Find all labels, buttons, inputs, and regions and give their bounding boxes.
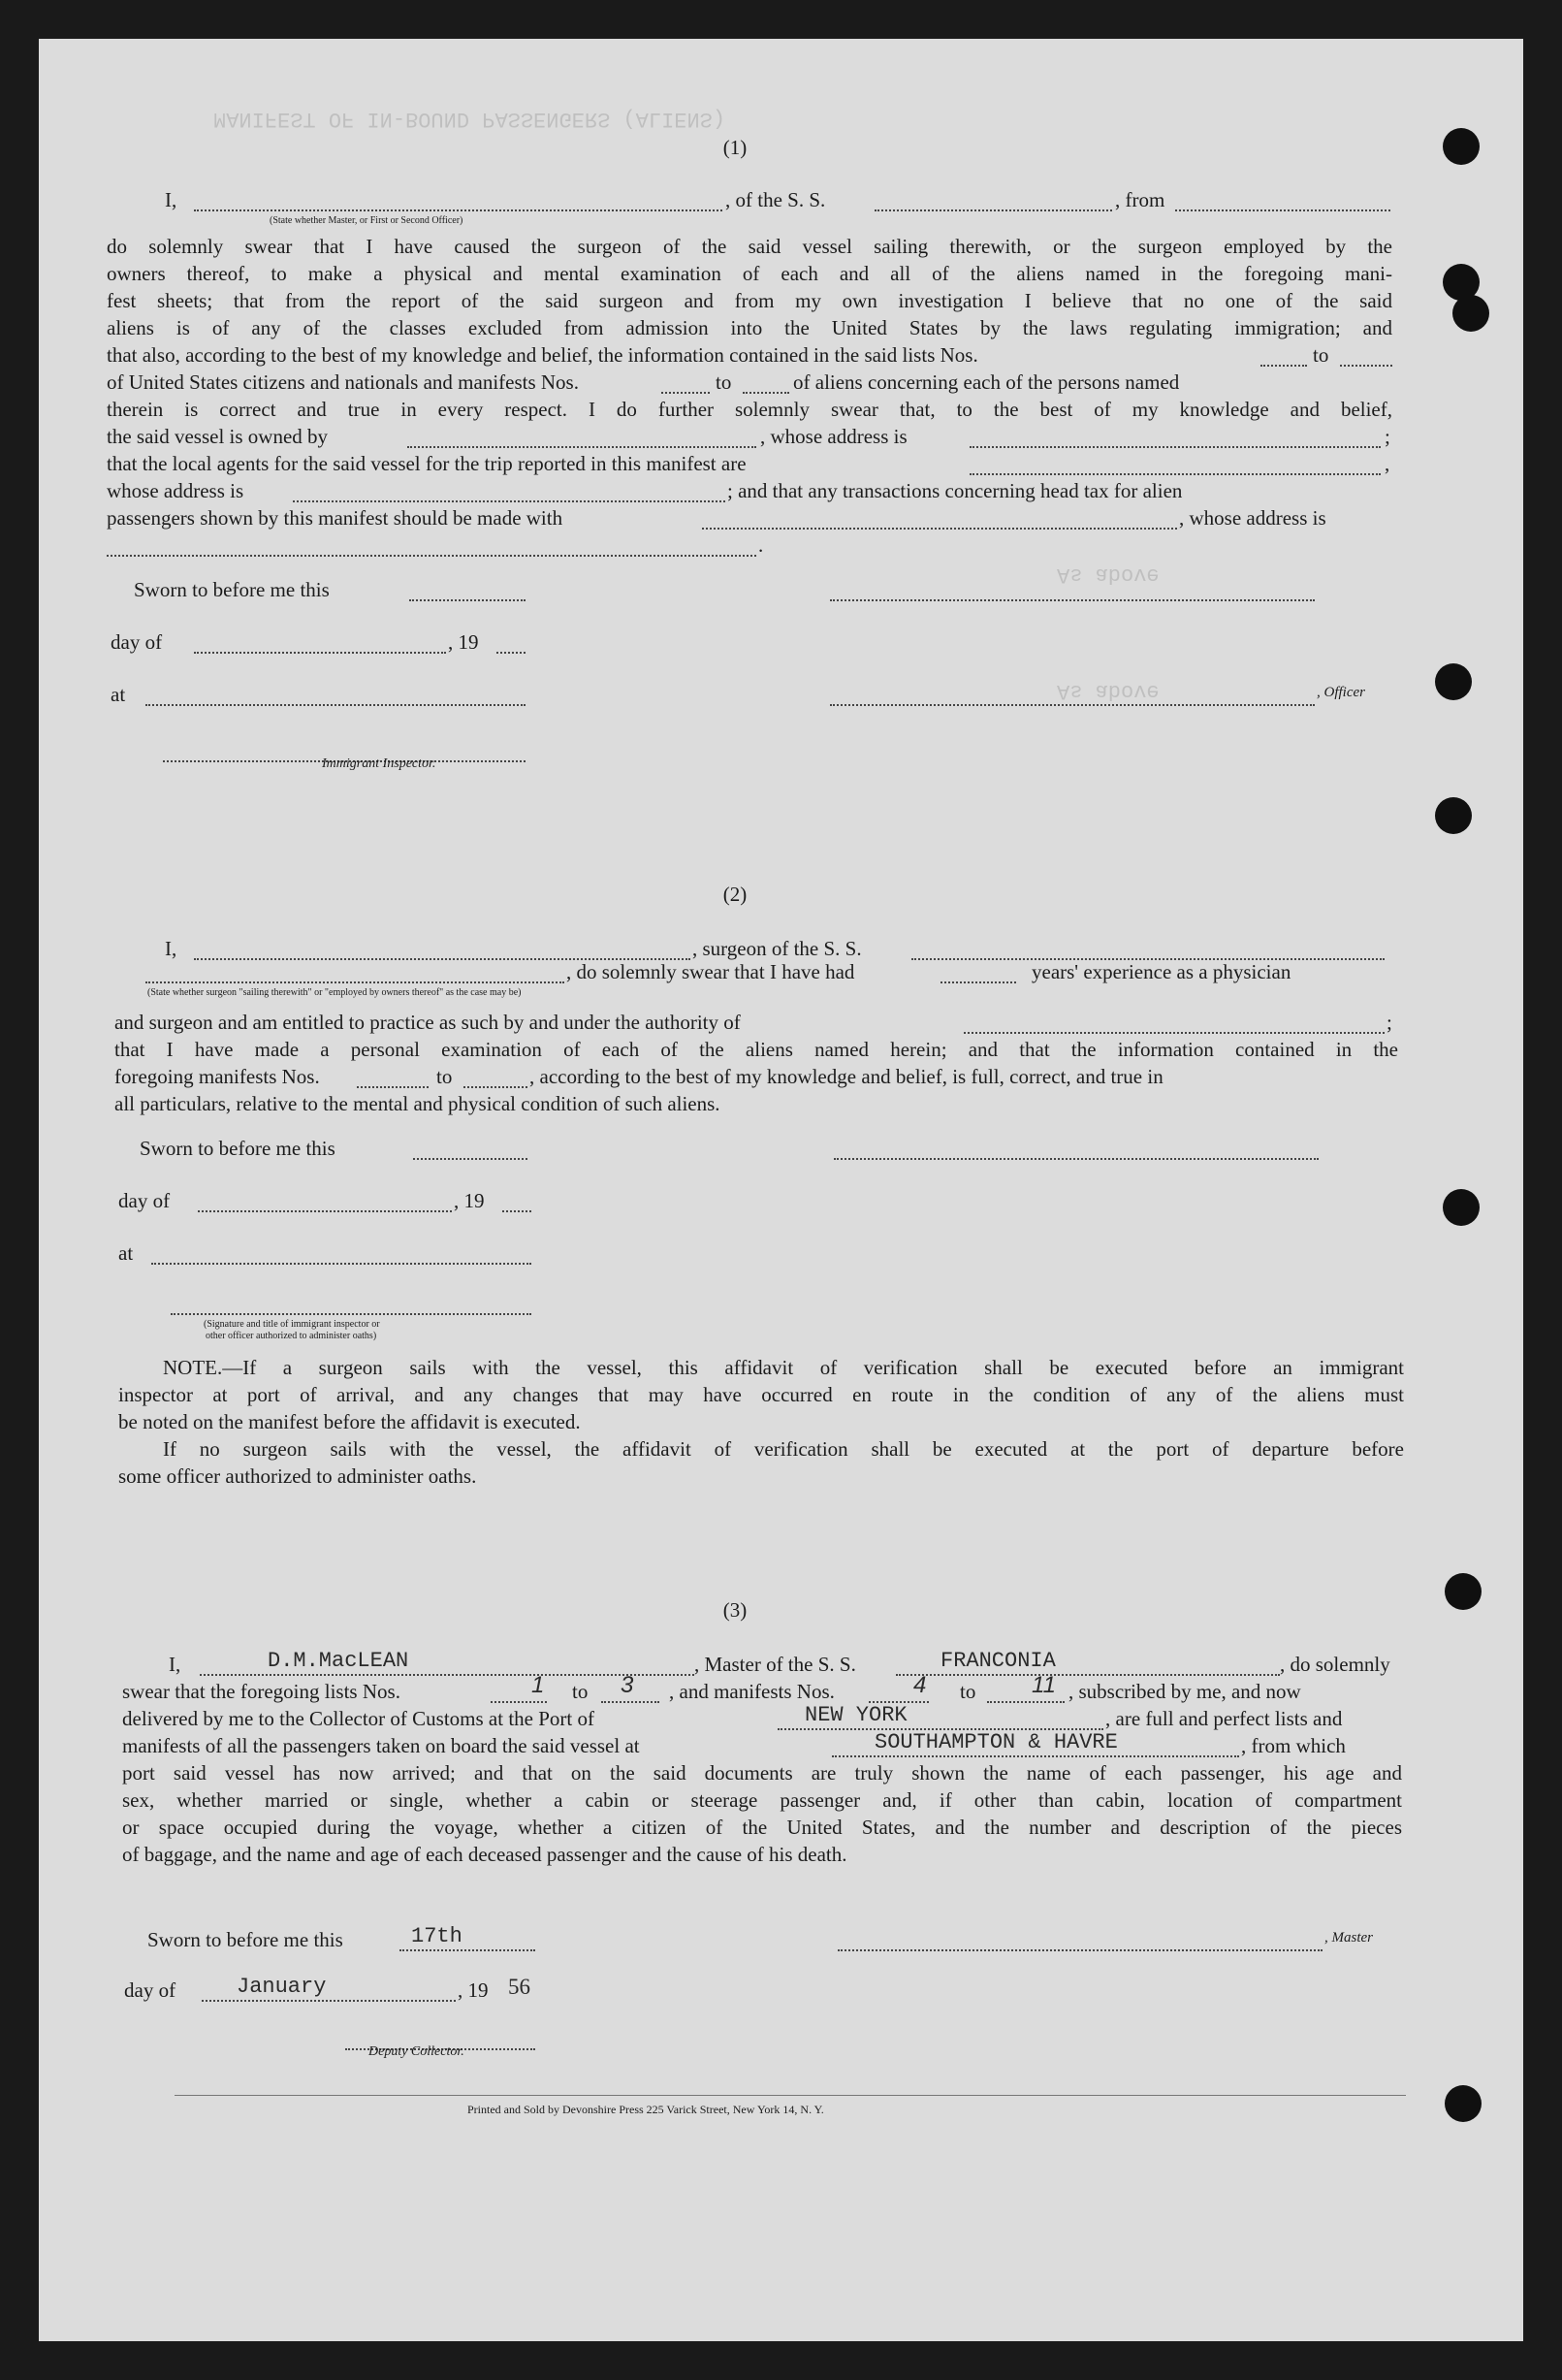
paragraph-line: of baggage, and the name and age of each deceased passenger and the cause of his death. (122, 1843, 847, 1866)
from-port-field[interactable] (1175, 190, 1390, 211)
month-field[interactable] (194, 632, 446, 654)
paragraph-line: of United States citizens and nationals and manifests Nos. (107, 370, 579, 394)
paragraph-line: all particulars, relative to the mental and physical condition of such aliens. (114, 1092, 720, 1115)
label-swear-lists: swear that the foregoing lists Nos. (122, 1680, 400, 1703)
label-and-manifests: , and manifests Nos. (669, 1680, 835, 1703)
caption-surgeon-status: (State whether surgeon "sailing therewith" or "employed by owners thereof" as the case may be) (147, 987, 522, 998)
label-whose-address: , whose address is (760, 425, 908, 448)
section-1-number: (1) (722, 136, 748, 159)
year-prefix: , 19 (454, 1189, 485, 1212)
master-label: , Master (1324, 1930, 1373, 1946)
paragraph-line: port said vessel has now arrived; and that on the said documents are truly shown the name of each passenger, his age and (122, 1761, 1402, 1785)
label-do-solemnly: , do solemnly swear that I have had (566, 960, 855, 983)
lists-from-value: 1 (531, 1672, 545, 1698)
manifests-to-value: 11 (1032, 1672, 1056, 1698)
paragraph-line: owners thereof, to make a physical and mental examination of each and all of the aliens named in the foregoing mani- (107, 262, 1392, 285)
label-to: to (1313, 343, 1329, 367)
surgeon-name-field[interactable] (194, 939, 690, 960)
paragraph-line: therein is correct and true in every respect. I do further solemnly swear that, to the best of my knowledge and belief, (107, 398, 1392, 421)
paragraph-line: the said vessel is owned by (107, 425, 329, 448)
punctuation: ; (1387, 1011, 1392, 1034)
surgeon-ship-field[interactable] (911, 939, 1385, 960)
punctuation: . (758, 533, 764, 557)
lists-to-value: 3 (621, 1672, 634, 1698)
years-field[interactable] (940, 962, 1016, 983)
label-i: I, (165, 937, 177, 960)
paragraph-line: that the local agents for the said vessel for the trip reported in this manifest are (107, 452, 747, 475)
paragraph-line: or space occupied during the voyage, whether a citizen of the United States, and the number and description of the pieces (122, 1816, 1402, 1839)
paragraph-line: aliens is of any of the classes excluded from admission into the United States by the laws regulating immigration; and (107, 316, 1392, 339)
surgeon-status-field[interactable] (145, 962, 564, 983)
section-3-number: (3) (722, 1598, 748, 1622)
note-line: If no surgeon sails with the vessel, the affidavit of verification shall be executed at the port of departure before (163, 1437, 1404, 1461)
label-aliens-concerning: of aliens concerning each of the persons named (793, 370, 1180, 394)
punch-hole (1443, 1189, 1480, 1226)
label-to: to (436, 1065, 453, 1088)
lists-from-field[interactable] (1260, 345, 1307, 367)
note-line: inspector at port of arrival, and any changes that may have occurred en route in the condition of any of the aliens must (118, 1383, 1404, 1406)
year-prefix: , 19 (448, 630, 479, 654)
sworn-day-field[interactable] (413, 1139, 527, 1160)
month-value: January (237, 1975, 327, 1999)
authority-field[interactable] (964, 1013, 1385, 1034)
note-line: some officer authorized to administer oaths. (118, 1464, 477, 1488)
paragraph-line: passengers shown by this manifest should be made with (107, 506, 563, 530)
label-of-ss: , of the S. S. (725, 188, 826, 211)
signature-caption: other officer authorized to administer oaths) (206, 1331, 377, 1341)
officer-signature-field[interactable] (830, 580, 1315, 601)
label-subscribed: , subscribed by me, and now (1068, 1680, 1301, 1703)
punctuation: , (1385, 452, 1390, 475)
sworn-label: Sworn to before me this (147, 1928, 343, 1951)
punch-hole (1435, 663, 1472, 700)
year-value: 56 (508, 1975, 530, 1999)
paragraph-line: whose address is (107, 479, 244, 502)
punch-hole (1445, 2085, 1482, 2122)
manifests-from-field[interactable] (357, 1067, 429, 1088)
location-field[interactable] (145, 685, 526, 706)
lists-to-field[interactable] (1340, 345, 1392, 367)
label-i: I, (169, 1653, 181, 1676)
punch-hole (1435, 797, 1472, 834)
signature-caption: (Signature and title of immigrant inspector or (204, 1319, 380, 1330)
section-2-number: (2) (722, 883, 748, 906)
label-i: I, (165, 188, 177, 211)
label-from-which: , from which (1241, 1734, 1346, 1757)
ship-name-field[interactable] (875, 190, 1112, 211)
sworn-label: Sworn to before me this (140, 1137, 335, 1160)
master-signature-field[interactable] (838, 1930, 1323, 1951)
sworn-day-value: 17th (411, 1924, 462, 1948)
label-according: , according to the best of my knowledge and belief, is full, correct, and true in (529, 1065, 1164, 1088)
agents-address-field[interactable] (293, 481, 725, 502)
paragraph-line: sex, whether married or single, whether a cabin or steerage passenger and, if other than cabin, location of compartment (122, 1788, 1402, 1812)
label-master-of: , Master of the S. S. (694, 1653, 856, 1676)
owner-address-field[interactable] (970, 427, 1381, 448)
head-tax-address-field[interactable] (107, 535, 756, 557)
label-head-tax: ; and that any transactions concerning head tax for alien (727, 479, 1183, 502)
at-label: at (111, 683, 126, 706)
printer-credit: Printed and Sold by Devonshire Press 225 Varick Street, New York 14, N. Y. (467, 2103, 824, 2116)
year-field[interactable] (502, 1191, 531, 1212)
location-field[interactable] (151, 1243, 531, 1265)
bleed-through-text: MANIFEST OF IN-BOUND PASSENGERS (ALIENS) (213, 107, 726, 131)
punch-hole (1445, 1573, 1482, 1610)
label-to: to (960, 1680, 976, 1703)
vessel-owner-field[interactable] (407, 427, 756, 448)
paragraph-line: and surgeon and am entitled to practice as such by and under the authority of (114, 1011, 741, 1034)
label-from: , from (1115, 188, 1165, 211)
punch-hole (1443, 128, 1480, 165)
punch-hole (1452, 295, 1489, 332)
departure-port-value: SOUTHAMPTON & HAVRE (875, 1730, 1118, 1754)
year-field[interactable] (496, 632, 526, 654)
label-whose-address: , whose address is (1179, 506, 1326, 530)
month-field[interactable] (198, 1191, 452, 1212)
manifests-from-value: 4 (913, 1672, 927, 1698)
inspector-caption: Immigrant Inspector. (322, 756, 436, 771)
year-prefix: , 19 (458, 1978, 489, 2002)
label-do-solemnly: , do solemnly (1280, 1653, 1390, 1676)
head-tax-contact-field[interactable] (702, 508, 1177, 530)
sworn-day-field[interactable] (409, 580, 526, 601)
label-surgeon-of: , surgeon of the S. S. (692, 937, 862, 960)
note-line: be noted on the manifest before the affidavit is executed. (118, 1410, 581, 1433)
sworn-label: Sworn to before me this (134, 578, 330, 601)
officer-rank-field[interactable] (194, 190, 722, 211)
day-of-label: day of (118, 1189, 171, 1212)
caption-officer-rank: (State whether Master, or First or Second Officer) (270, 215, 463, 226)
punctuation: ; (1385, 425, 1390, 448)
port-value: NEW YORK (805, 1703, 908, 1727)
paragraph-line: that I have made a personal examination of each of the aliens named herein; and that the information contained in the (114, 1038, 1398, 1061)
manifests-to-field[interactable] (743, 372, 789, 394)
label-years-experience: years' experience as a physician (1032, 960, 1291, 983)
manifests-from-field[interactable] (661, 372, 710, 394)
paragraph-line: that also, according to the best of my knowledge and belief, the information contained in the said lists Nos. (107, 343, 978, 367)
surgeon-signature-field[interactable] (834, 1139, 1319, 1160)
local-agents-field[interactable] (970, 454, 1381, 475)
manifest-page (39, 39, 1523, 2341)
ship-name: FRANCONIA (940, 1649, 1056, 1673)
label-to: to (572, 1680, 589, 1703)
label-to: to (716, 370, 732, 394)
paragraph-line: foregoing manifests Nos. (114, 1065, 320, 1088)
deputy-caption: Deputy Collector. (368, 2044, 464, 2059)
manifests-to-field[interactable] (463, 1067, 527, 1088)
label-manifests-all: manifests of all the passengers taken on board the said vessel at (122, 1734, 640, 1757)
paragraph-line: do solemnly swear that I have caused the surgeon of the said vessel sailing therewith, or the surgeon employed by the (107, 235, 1392, 258)
master-name: D.M.MacLEAN (268, 1649, 409, 1673)
day-of-label: day of (111, 630, 163, 654)
inspector-signature-field[interactable] (171, 1294, 531, 1315)
bleed-through-text: As above (1057, 679, 1160, 703)
officer-title-field[interactable] (830, 685, 1315, 706)
label-full-perfect: , are full and perfect lists and (1105, 1707, 1343, 1730)
label-delivered: delivered by me to the Collector of Customs at the Port of (122, 1707, 594, 1730)
footer-rule (175, 2095, 1406, 2096)
officer-label: , Officer (1317, 685, 1365, 700)
bleed-through-text: As above (1057, 563, 1160, 587)
at-label: at (118, 1241, 134, 1265)
note-line: NOTE.—If a surgeon sails with the vessel, this affidavit of verification shall be executed before an immigrant (163, 1356, 1404, 1379)
day-of-label: day of (124, 1978, 176, 2002)
paragraph-line: fest sheets; that from the report of the said surgeon and from my own investigation I believe that no one of the said (107, 289, 1392, 312)
